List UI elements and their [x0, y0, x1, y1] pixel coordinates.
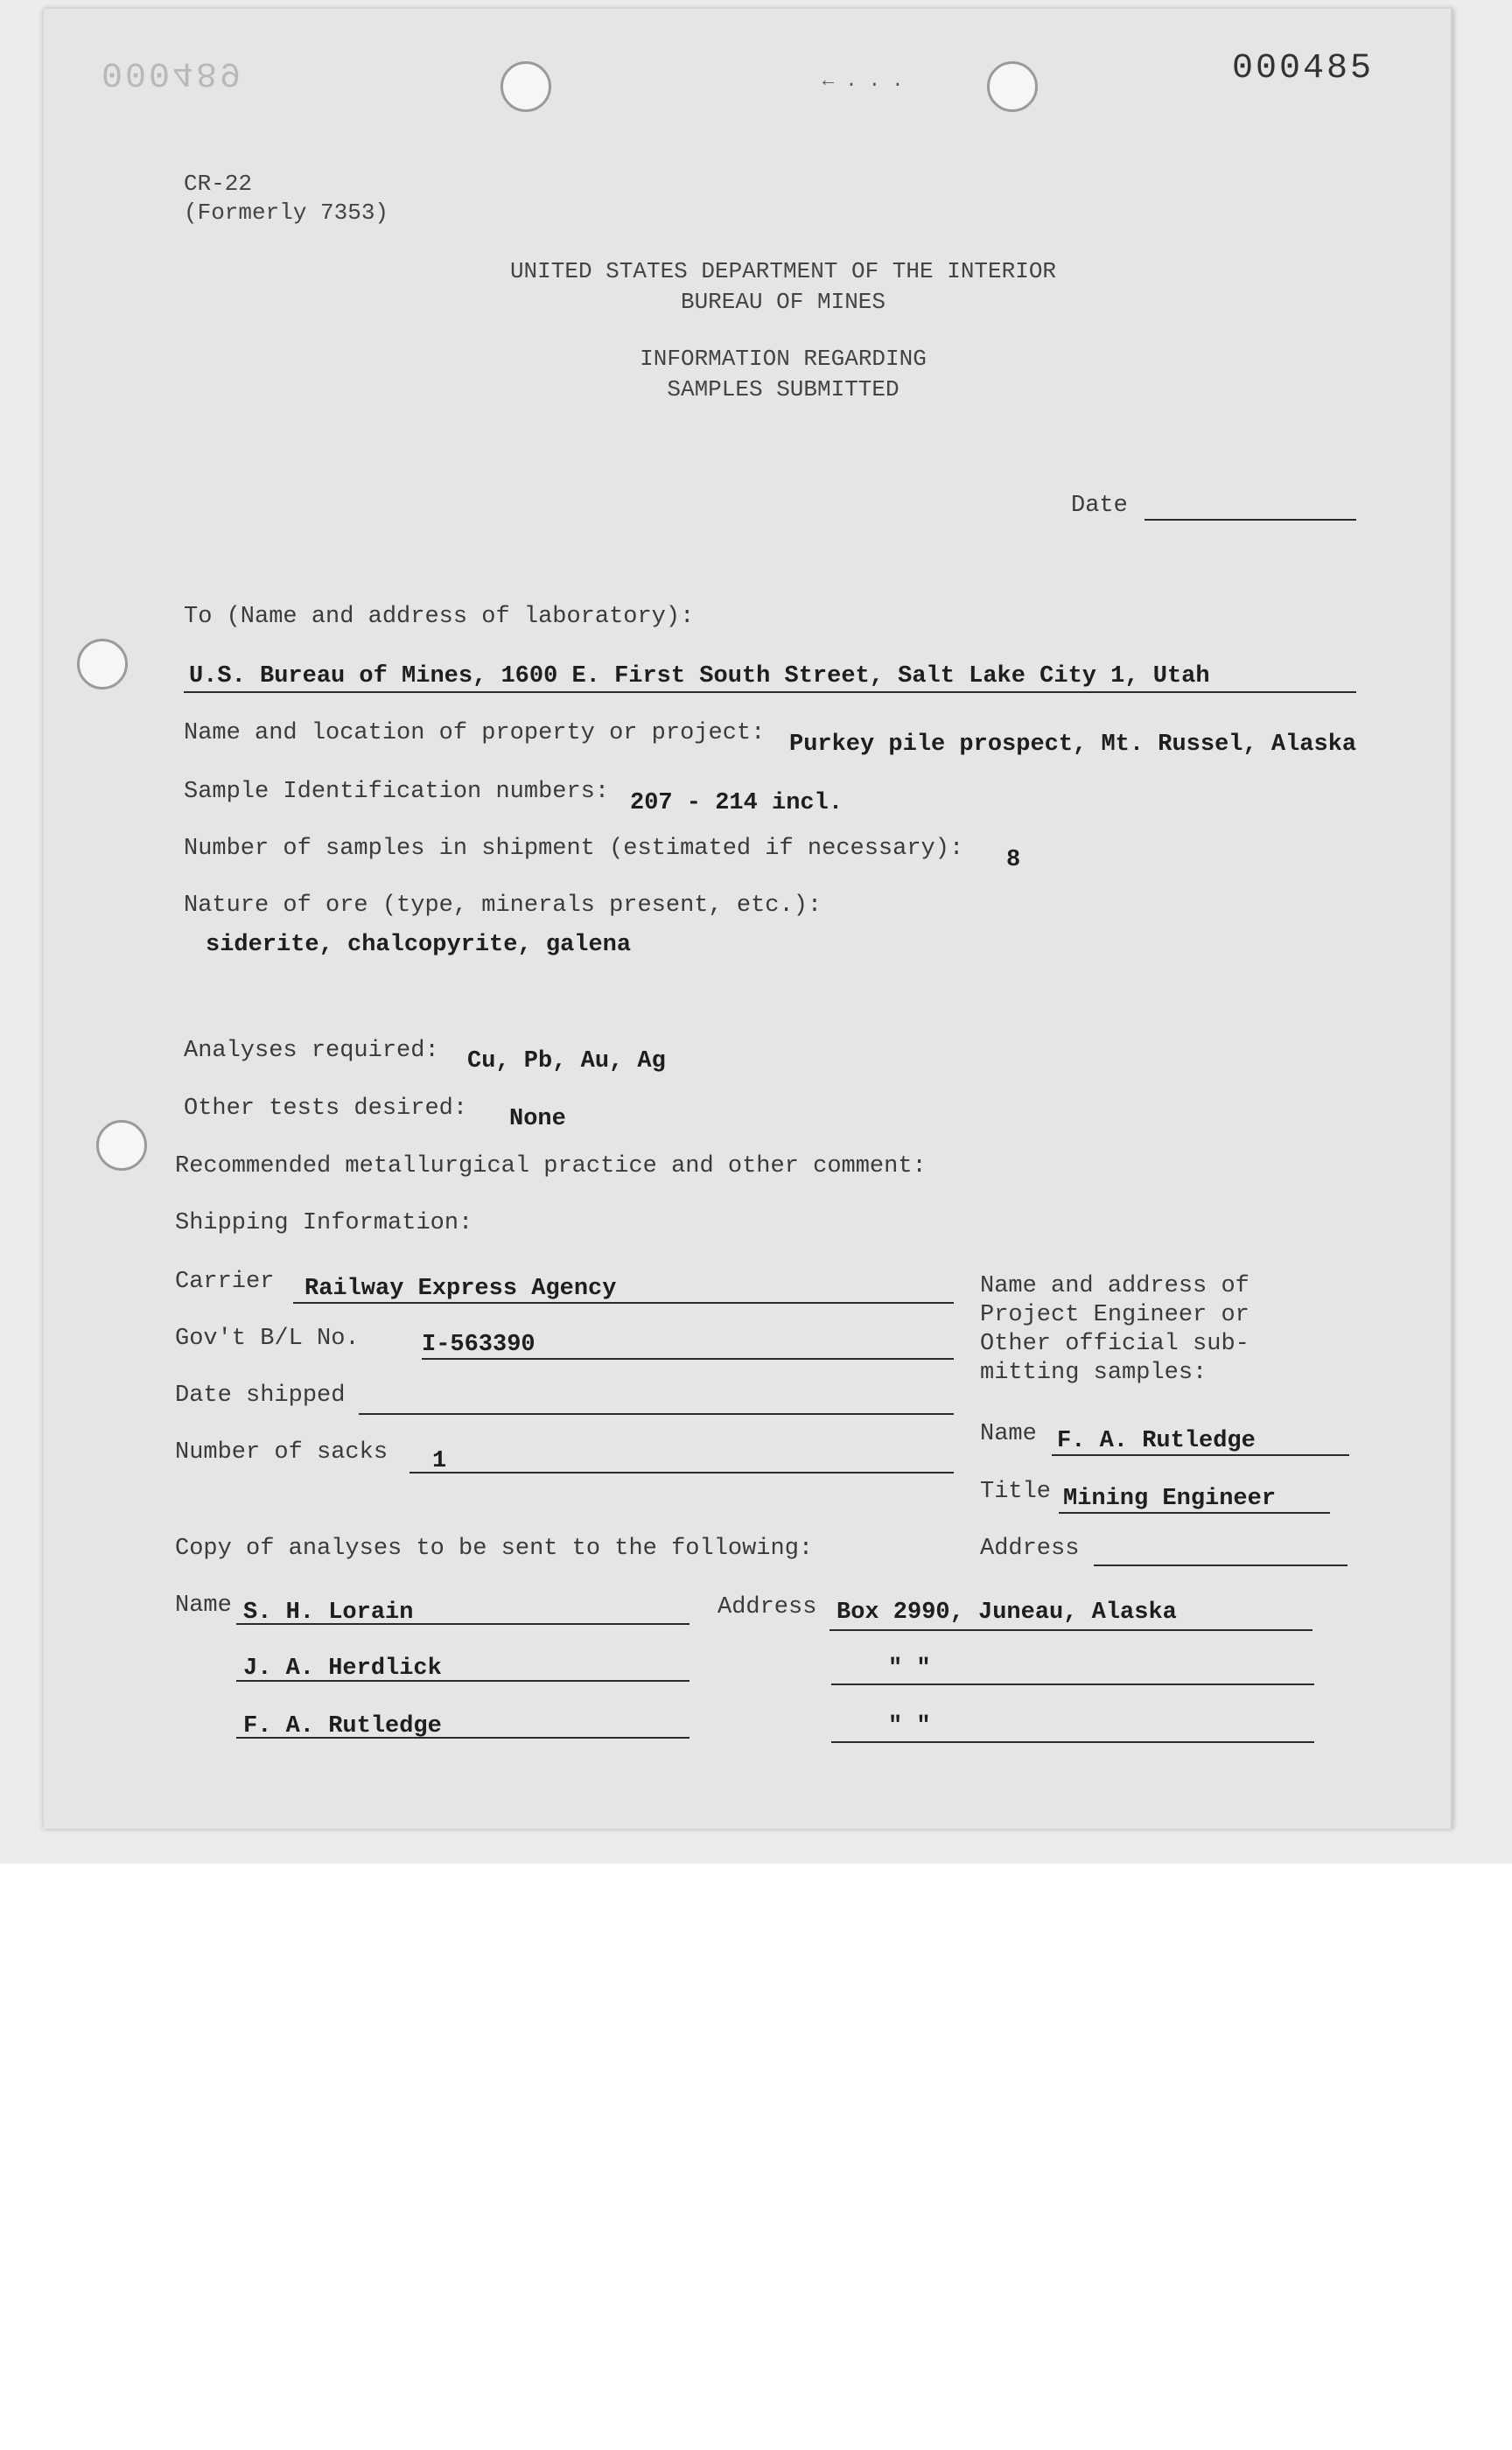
recipient-name-2: J. A. Herdlick — [243, 1656, 442, 1682]
carrier-value: Railway Express Agency — [304, 1276, 617, 1302]
laboratory-label: To (Name and address of laboratory): — [184, 604, 695, 630]
recipient-name-line-1 — [236, 1623, 690, 1625]
submitter-title-value: Mining Engineer — [1063, 1486, 1277, 1512]
punch-hole-top-left — [500, 61, 551, 112]
sample-id-label: Sample Identification numbers: — [184, 779, 610, 805]
page-number-stamp: 000485 — [1232, 49, 1375, 88]
carrier-line — [293, 1302, 954, 1304]
recipient-name-line-2 — [236, 1680, 690, 1682]
recipient-address-line-3 — [831, 1741, 1314, 1743]
faint-page-number: 000489 — [102, 52, 244, 92]
num-samples-label: Number of samples in shipment (estimated if necessary): — [184, 836, 964, 862]
recipient-name-label: Name — [175, 1592, 232, 1619]
date-shipped-label: Date shipped — [175, 1382, 346, 1409]
recipient-name-1: S. H. Lorain — [243, 1600, 414, 1626]
date-line — [1144, 519, 1356, 521]
department-heading: UNITED STATES DEPARTMENT OF THE INTERIOR — [509, 258, 1057, 284]
engineer-heading-2: Project Engineer or — [980, 1302, 1250, 1328]
other-tests-label: Other tests desired: — [184, 1096, 468, 1122]
bl-label: Gov't B/L No. — [175, 1326, 360, 1352]
recipient-address-label: Address — [718, 1594, 817, 1620]
analyses-label: Analyses required: — [184, 1038, 439, 1064]
engineer-heading-1: Name and address of — [980, 1273, 1250, 1299]
recipient-address-2: " " — [888, 1656, 931, 1682]
sacks-label: Number of sacks — [175, 1439, 388, 1466]
form-title-line1: INFORMATION REGARDING — [640, 346, 927, 372]
analyses-value: Cu, Pb, Au, Ag — [467, 1048, 666, 1074]
recipient-address-line-2 — [831, 1684, 1314, 1685]
punch-hole-side-lower — [96, 1120, 147, 1171]
submitter-name-line — [1052, 1454, 1349, 1456]
date-label: Date — [1071, 493, 1128, 519]
property-label: Name and location of property or project: — [184, 720, 766, 746]
submitter-address-line — [1094, 1564, 1348, 1566]
form-code: CR-22 — [184, 171, 253, 197]
date-shipped-line — [359, 1413, 954, 1415]
laboratory-line — [184, 691, 1356, 693]
copy-label: Copy of analyses to be sent to the following: — [175, 1536, 814, 1562]
submitter-name-value: F. A. Rutledge — [1057, 1428, 1256, 1454]
recipient-name-line-3 — [236, 1737, 690, 1739]
punch-hole-top-right — [987, 61, 1038, 112]
other-tests-value: None — [509, 1106, 566, 1132]
engineer-heading-3: Other official sub- — [980, 1331, 1250, 1357]
punch-hole-side-upper — [77, 639, 128, 690]
num-samples-value: 8 — [1006, 847, 1021, 873]
sample-id-value: 207 - 214 incl. — [630, 790, 844, 816]
submitter-title-line — [1059, 1512, 1330, 1514]
bl-value: I-563390 — [422, 1332, 536, 1358]
property-value: Purkey pile prospect, Mt. Russel, Alaska — [789, 732, 1357, 758]
form-title-line2: SAMPLES SUBMITTED — [667, 376, 900, 402]
sacks-line — [410, 1472, 954, 1474]
nature-value: siderite, chalcopyrite, galena — [206, 932, 632, 958]
bureau-heading: BUREAU OF MINES — [680, 289, 886, 315]
recipient-name-3: F. A. Rutledge — [243, 1713, 442, 1740]
nature-label: Nature of ore (type, minerals present, etc.): — [184, 892, 822, 919]
submitter-name-label: Name — [980, 1421, 1037, 1447]
scan-marks: ← . . . — [822, 70, 904, 92]
recommended-label: Recommended metallurgical practice and other comment: — [175, 1153, 927, 1180]
submitter-title-label: Title — [980, 1479, 1052, 1505]
shipping-label: Shipping Information: — [175, 1210, 473, 1236]
form-formerly: (Formerly 7353) — [184, 200, 389, 226]
bl-line — [422, 1358, 954, 1360]
sacks-value: 1 — [432, 1448, 447, 1474]
submitter-address-label: Address — [980, 1536, 1080, 1562]
form-paper — [44, 9, 1453, 1829]
recipient-address-line-1 — [830, 1629, 1312, 1631]
carrier-label: Carrier — [175, 1269, 275, 1295]
laboratory-value: U.S. Bureau of Mines, 1600 E. First South Street, Salt Lake City 1, Utah — [189, 663, 1210, 690]
engineer-heading-4: mitting samples: — [980, 1360, 1208, 1386]
recipient-address-1: Box 2990, Juneau, Alaska — [836, 1600, 1177, 1626]
recipient-address-3: " " — [888, 1713, 931, 1740]
